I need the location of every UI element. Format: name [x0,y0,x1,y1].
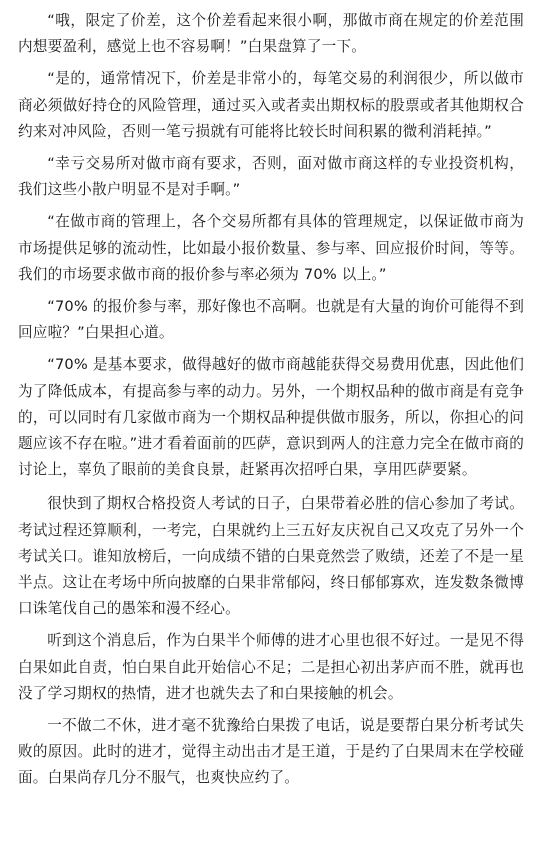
dialogue-paragraph: “在做市商的管理上，各个交易所都有具体的管理规定，以保证做市商为市场提供足够的流动性，比如最小报价数量、参与率、回应报价时间，等等。我们的市场要求做市商的报价参与率必须为 70% 以上。” [18,213,524,283]
dialogue-paragraph: “70% 是基本要求，做得越好的做市商越能获得交易费用优惠，因此他们为了降低成本，有提高参与率的动力。另外，一个期权品种的做市商是有竞争的，可以同时有几家做市商为一个期权品种提供做市服务，所以，你担心的问题应该不存在啦。”进才看着面前的匹萨，意识到两人的注意力完全在做市商的讨论上，辜负了眼前的美食良景，赶紧再次招呼白果，享用匹萨要紧。 [18,356,524,479]
dialogue-paragraph: “70% 的报价参与率，那好像也不高啊。也就是有大量的询价可能得不到回应啦？”白果担心道。 [18,298,524,342]
narrative-paragraph: 听到这个消息后，作为白果半个师傅的进才心里也很不好过。一是见不得白果如此自责，怕白果自此开始信心不足；二是担心初出茅庐而不胜，就再也没了学习期权的热情，进才也就失去了和白果接触的机会。 [18,632,524,702]
dialogue-paragraph: “哦，限定了价差，这个价差看起来很小啊，那做市商在规定的价差范围内想要盈利，感觉上也不容易啊！”白果盘算了一下。 [18,12,524,56]
narrative-paragraph: 一不做二不休，进才毫不犹豫给白果拨了电话，说是要帮白果分析考试失败的原因。此时的进才，觉得主动出击才是王道，于是约了白果周末在学校碰面。白果尚存几分不服气，也爽快应约了。 [18,717,524,787]
dialogue-paragraph: “是的，通常情况下，价差是非常小的，每笔交易的利润很少，所以做市商必须做好持仓的风险管理，通过买入或者卖出期权标的股票或者其他期权合约来对冲风险，否则一笔亏损就有可能将比较长时间积累的微利消耗掉。” [18,70,524,140]
dialogue-paragraph: “幸亏交易所对做市商有要求，否则，面对做市商这样的专业投资机构，我们这些小散户明显不是对手啊。” [18,155,524,199]
narrative-paragraph: 很快到了期权合格投资人考试的日子，白果带着必胜的信心参加了考试。考试过程还算顺利，一考完，白果就约上三五好友庆祝自己又攻克了另外一个考试关口。谁知放榜后，一向成绩不错的白果竟然尝了败绩，还差了不是一星半点。这让在考场中所向披靡的白果非常郁闷，终日郁郁寡欢，连发数条微博口诛笔伐自己的愚笨和漫不经心。 [18,495,524,618]
